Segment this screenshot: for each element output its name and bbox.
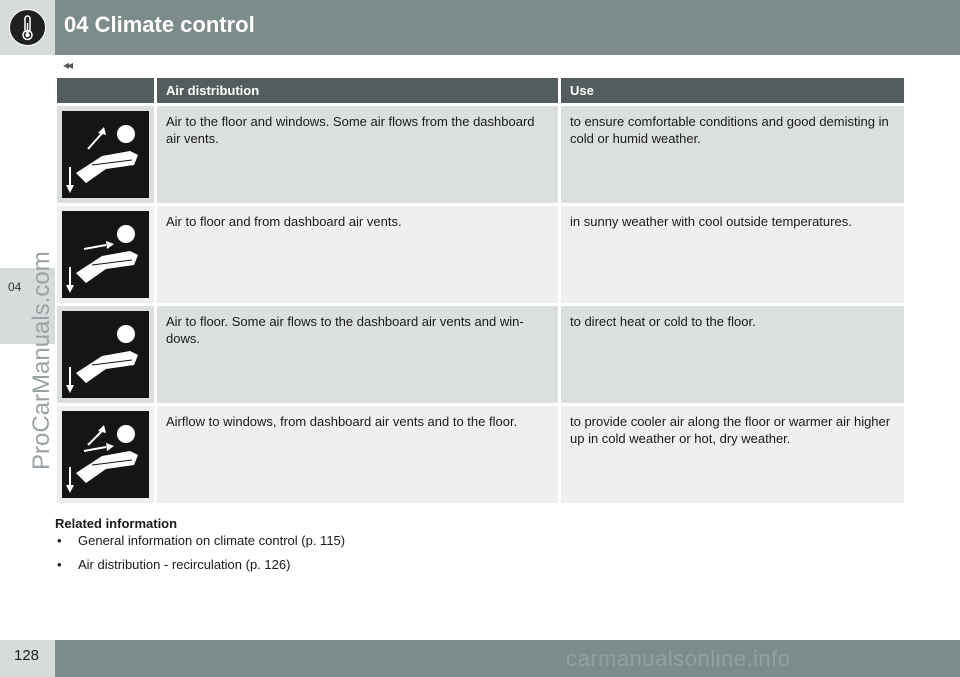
thermometer-icon [9,9,46,46]
table-row [57,306,904,403]
distribution-cell: Air to floor. Some air flows to the dashboard air vents and win-dows. [154,306,561,403]
related-link[interactable] [55,557,348,573]
page-title: 04 Climate control [64,12,255,37]
side-watermark: ProCarManuals.com [28,251,55,470]
icon-cell [57,306,154,403]
related-link-text: Air distribution - recirculation (p. 126) [78,557,291,572]
related-link-text: General information on climate control (p. 115) [78,533,346,548]
footer-bar [0,640,960,677]
bullet: • [57,557,62,572]
header-cell-icon [57,78,154,103]
icon-cell [57,106,154,203]
distribution-cell: Air to the floor and windows. Some air flows from the dashboard air vents. [154,106,561,203]
table-row [57,106,904,203]
use-cell: to ensure comfortable conditions and good demisting in cold or humid weather. [561,106,904,203]
related-title: Related information [55,516,178,531]
related-information [55,516,348,581]
air-windows-dashboard-floor-icon [62,411,149,498]
header-cell-use: Use [570,83,594,98]
back-arrows-icon[interactable]: ◂◂ [63,58,72,72]
bullet: • [57,533,62,548]
related-link[interactable] [55,533,348,549]
icon-cell [57,206,154,303]
page-number: 128 [14,647,40,664]
air-floor-windows-icon [62,111,149,198]
table-row [57,406,904,503]
air-floor-dashboard-icon [62,211,149,298]
use-cell: to provide cooler air along the floor or warmer air higher up in cold weather or hot, dry weather. [561,406,904,503]
distribution-cell: Airflow to windows, from dashboard air vents and to the floor. [154,406,561,503]
air-floor-icon [62,311,149,398]
use-cell: in sunny weather with cool outside temperatures. [561,206,904,303]
distribution-cell: Air to floor and from dashboard air vents. [154,206,561,303]
footer-watermark: carmanualsonline.info [566,646,791,671]
table-row [57,206,904,303]
header-icon-box [0,0,55,55]
air-distribution-table [57,78,904,503]
icon-cell [57,406,154,503]
use-cell: to direct heat or cold to the floor. [561,306,904,403]
chapter-tab-label: 04 [8,280,22,294]
header-cell-distribution: Air distribution [154,78,561,103]
table-header [57,78,904,103]
